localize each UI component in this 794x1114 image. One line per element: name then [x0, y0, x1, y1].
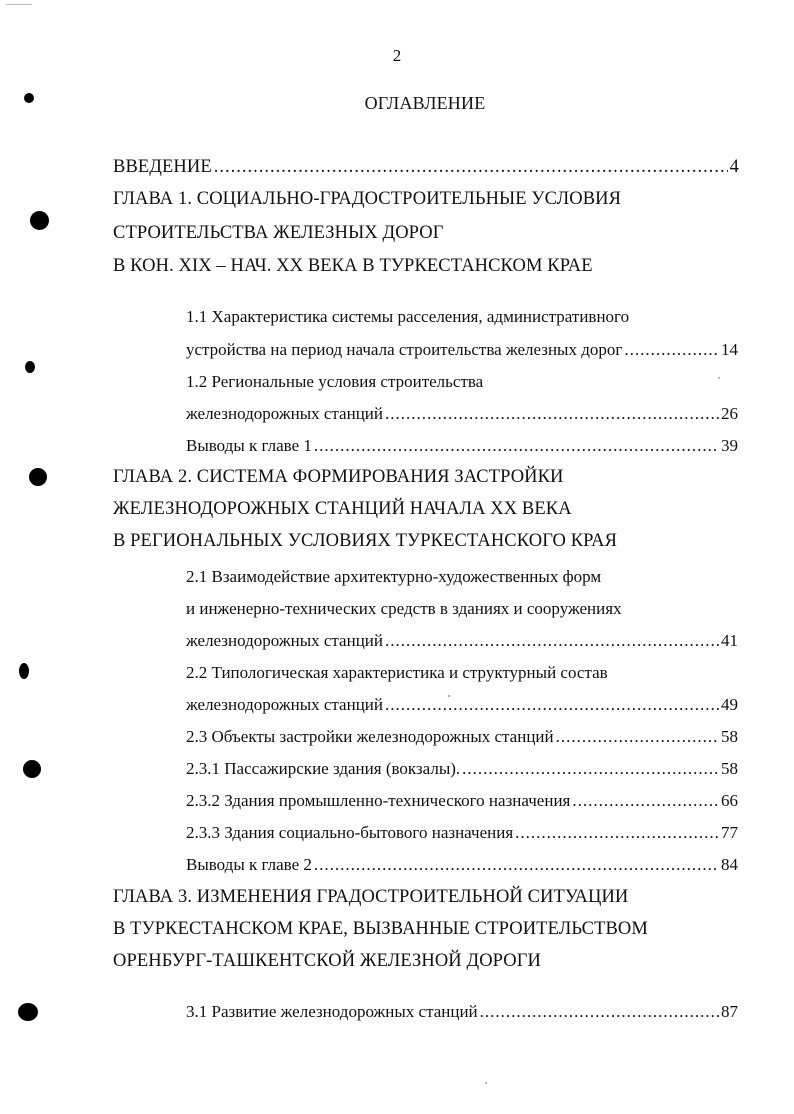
toc-page-number: 49: [721, 695, 738, 714]
binder-hole: [25, 361, 35, 373]
toc-entry-2-2[interactable]: 2.2 Типологическая характеристика и структурный состав: [186, 663, 608, 682]
toc-entry-label: устройства на период начала строительства железных дорог: [186, 340, 623, 359]
toc-entry-1-2-cont[interactable]: [186, 403, 738, 425]
chapter-2-heading-cont[interactable]: ЖЕЛЕЗНОДОРОЖНЫХ СТАНЦИЙ НАЧАЛА XX ВЕКА: [113, 499, 572, 519]
binder-hole: [23, 760, 41, 778]
toc-entry-2-3-2[interactable]: [186, 790, 738, 812]
dot-leader: [480, 1001, 719, 1023]
toc-page-number: 26: [721, 404, 738, 423]
chapter-1-heading-cont[interactable]: В КОН. XIX – НАЧ. XX ВЕКА В ТУРКЕСТАНСКОМ КРАЕ: [113, 256, 593, 276]
chapter-3-heading[interactable]: ГЛАВА 3. ИЗМЕНЕНИЯ ГРАДОСТРОИТЕЛЬНОЙ СИТУАЦИИ: [113, 887, 629, 907]
toc-entry-2-3-1[interactable]: [186, 758, 738, 780]
toc-entry-3-1[interactable]: [186, 1001, 738, 1023]
dot-leader: [314, 854, 719, 876]
binder-hole: [19, 663, 29, 679]
toc-entry-2-3-3[interactable]: [186, 822, 738, 844]
toc-entry-1-1-cont[interactable]: [186, 339, 738, 361]
scan-speck: [718, 377, 720, 379]
chapter-2-heading-cont[interactable]: В РЕГИОНАЛЬНЫХ УСЛОВИЯХ ТУРКЕСТАНСКОГО КРАЯ: [113, 531, 618, 551]
toc-page-number: 77: [721, 823, 738, 842]
toc-entry-label: Выводы к главе 1: [186, 436, 312, 455]
toc-title: ОГЛАВЛЕНИЕ: [364, 93, 486, 113]
toc-entry-label: 2.3 Объекты застройки железнодорожных станций: [186, 727, 554, 746]
dot-leader: [462, 758, 719, 780]
binder-hole: [29, 468, 47, 486]
dot-leader: [624, 339, 719, 361]
toc-entry-1-2[interactable]: 1.2 Региональные условия строительства: [186, 372, 484, 391]
toc-page-number: 84: [721, 855, 738, 874]
dot-leader: [214, 156, 728, 178]
dot-leader: [556, 726, 719, 748]
toc-entry-intro[interactable]: [113, 156, 739, 178]
scan-speck: [485, 1082, 487, 1084]
toc-page-number: 58: [721, 759, 738, 778]
toc-entry-conclusions-1[interactable]: [186, 435, 738, 457]
toc-page-number: 14: [721, 340, 738, 359]
toc-page-number: 58: [721, 727, 738, 746]
toc-entry-label: железнодорожных станций: [186, 404, 383, 423]
toc-page-number: 66: [721, 791, 738, 810]
binder-hole: [30, 211, 49, 230]
dot-leader: [572, 790, 719, 812]
chapter-1-heading-cont[interactable]: СТРОИТЕЛЬСТВА ЖЕЛЕЗНЫХ ДОРОГ: [113, 223, 444, 243]
toc-page-number: 87: [721, 1002, 738, 1021]
toc-entry-conclusions-2[interactable]: [186, 854, 738, 876]
toc-entry-label: 2.3.3 Здания социально-бытового назначения: [186, 823, 514, 842]
chapter-2-heading[interactable]: ГЛАВА 2. СИСТЕМА ФОРМИРОВАНИЯ ЗАСТРОЙКИ: [113, 467, 564, 487]
chapter-1-heading[interactable]: ГЛАВА 1. СОЦИАЛЬНО-ГРАДОСТРОИТЕЛЬНЫЕ УСЛОВИЯ: [113, 189, 622, 209]
toc-entry-2-3[interactable]: [186, 726, 738, 748]
chapter-3-heading-cont[interactable]: ОРЕНБУРГ-ТАШКЕНТСКОЙ ЖЕЛЕЗНОЙ ДОРОГИ: [113, 951, 541, 971]
scan-corner-mark: [6, 4, 32, 5]
binder-hole: [18, 1003, 38, 1021]
dot-leader: [314, 435, 719, 457]
chapter-3-heading-cont[interactable]: В ТУРКЕСТАНСКОМ КРАЕ, ВЫЗВАННЫЕ СТРОИТЕЛЬСТВОМ: [113, 919, 648, 939]
dot-leader: [385, 694, 719, 716]
dot-leader: [515, 822, 719, 844]
toc-entry-label: Выводы к главе 2: [186, 855, 312, 874]
page-number: 2: [392, 46, 402, 65]
toc-entry-2-1-cont[interactable]: [186, 630, 738, 652]
toc-entry-label: 3.1 Развитие железнодорожных станций: [186, 1002, 478, 1021]
toc-entry-2-2-cont[interactable]: [186, 694, 738, 716]
toc-entry-label: ВВЕДЕНИЕ: [113, 157, 212, 177]
toc-entry-label: 2.3.1 Пассажирские здания (вокзалы).: [186, 759, 461, 778]
toc-entry-1-1[interactable]: 1.1 Характеристика системы расселения, административного: [186, 307, 630, 326]
dot-leader: [385, 630, 719, 652]
toc-entry-label: железнодорожных станций: [186, 631, 383, 650]
toc-page-number: 41: [721, 631, 738, 650]
toc-entry-2-1-cont[interactable]: и инженерно-технических средств в зданиях и сооружениях: [186, 599, 622, 618]
toc-page-number: 4: [729, 157, 739, 177]
toc-page-number: 39: [721, 436, 738, 455]
toc-entry-2-1[interactable]: 2.1 Взаимодействие архитектурно-художественных форм: [186, 567, 602, 586]
toc-entry-label: железнодорожных станций: [186, 695, 383, 714]
dot-leader: [385, 403, 719, 425]
toc-entry-label: 2.3.2 Здания промышленно-технического назначения: [186, 791, 571, 810]
